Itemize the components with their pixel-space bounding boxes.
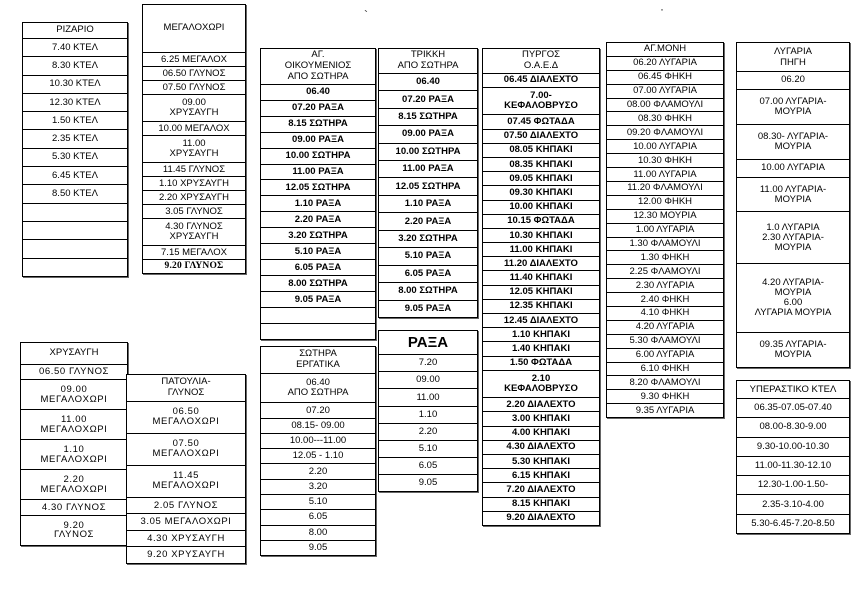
schedule-cell: 07.50 ΓΛΥΝΟΣ xyxy=(143,81,245,95)
schedule-cell: 1.10 xyxy=(379,407,477,424)
schedule-cell: 8.15 ΚΗΠΑΚΙ xyxy=(483,498,599,512)
schedule-cell: 9.20 ΧΡΥΣΑΥΓΗ xyxy=(147,549,225,561)
schedule-cell: 3.05 ΜΕΓΑΛΟΧΩΡΙ xyxy=(127,514,245,531)
schedule-cell: 2.20 ΜΕΓΑΛΟΧΩΡΙ xyxy=(21,470,127,500)
schedule-cell: 2.20 ΡΑΞΑ xyxy=(379,213,477,230)
schedule-cell: 06.50 ΓΛΥΝΟΣ xyxy=(21,365,127,381)
schedule-cell: 9.35 ΛΥΓΑΡΙΑ xyxy=(635,404,695,416)
schedule-cell: 08.30- ΛΥΓΑΡΙΑ- ΜΟΥΡΙΑ xyxy=(737,125,849,160)
schedule-cell: 11.00 ΡΑΞΑ xyxy=(379,161,477,178)
schedule-cell: 09.20 ΦΛΑΜΟΥΛΙ xyxy=(607,126,723,140)
schedule-cell: 12.05 - 1.10 xyxy=(261,449,375,464)
schedule-cell: 5.10 ΡΑΞΑ xyxy=(261,244,375,260)
schedule-cell: 4.30 ΧΡΥΣΑΥΓΗ xyxy=(127,531,245,548)
schedule-cell: 2.30 ΛΥΓΑΡΙΑ xyxy=(607,279,723,293)
schedule-cell: 12.35 ΚΗΠΑΚΙ xyxy=(483,300,599,314)
schedule-cell: 2.25 ΦΛΑΜΟΥΛΙ xyxy=(607,265,723,279)
sotira-ergatika-table xyxy=(260,346,376,556)
raxa-table xyxy=(378,330,478,492)
schedule-cell: 07.50 ΔΙΑΛΕΧΤΟ xyxy=(483,130,599,144)
schedule-cell: 6.45 ΚΤΕΛ xyxy=(23,167,127,185)
table-title: ΜΕΓΑΛΟΧΩΡΙ xyxy=(143,5,245,53)
schedule-cell: 9.05 ΡΑΞΑ xyxy=(404,302,452,314)
schedule-cell: 6.15 ΚΗΠΑΚΙ xyxy=(483,469,599,483)
schedule-cell: 8.30 ΚΤΕΛ xyxy=(23,57,127,75)
schedule-cell: 11.00 ΜΕΓΑΛΟΧΩΡΙ xyxy=(21,410,127,440)
schedule-cell: 06.50 ΓΛΥΝΟΣ xyxy=(143,67,245,81)
table-title: ΤΡΙΚΚΗ ΑΠΟ ΣΩΤΗΡΑ xyxy=(379,49,477,74)
schedule-cell: 6.05 ΡΑΞΑ xyxy=(261,260,375,276)
schedule-cell: 7.00- ΚΕΦΑΛΟΒΡΥΣΟ xyxy=(483,88,599,115)
schedule-cell: 1.40 ΚΗΠΑΚΙ xyxy=(483,342,599,356)
xrysavgi-table xyxy=(20,342,128,546)
schedule-cell: 06.20 xyxy=(737,72,849,90)
schedule-cell: 8.15 ΣΩΤΗΡΑ xyxy=(261,117,375,133)
schedule-cell: 8.50 ΚΤΕΛ xyxy=(23,185,127,203)
schedule-cell: 6.00 ΛΥΓΑΡΙΑ xyxy=(607,349,723,363)
stray-mark: · xyxy=(660,2,664,16)
schedule-cell: 12.00 ΦΗΚΗ xyxy=(607,196,723,210)
schedule-cell: 7.40 ΚΤΕΛ xyxy=(23,39,127,57)
schedule-cell: 2.20 xyxy=(261,464,375,479)
schedule-cell: 11.00 ΡΑΞΑ xyxy=(261,165,375,181)
schedule-cell: 07.45 ΦΩΤΑΔΑ xyxy=(483,115,599,129)
schedule-cell: 2.20 ΔΙΑΛΕΧΤΟ xyxy=(483,398,599,412)
schedule-cell: 1.10 ΡΑΞΑ xyxy=(261,196,375,212)
schedule-cell: 12.05 ΚΗΠΑΚΙ xyxy=(483,286,599,300)
schedule-cell: 11.45 ΓΛΥΝΟΣ xyxy=(143,163,245,177)
schedule-cell: 09.00 ΧΡΥΣΑΥΓΗ xyxy=(143,95,245,122)
schedule-cell: 06.50 ΜΕΓΑΛΟΧΩΡΙ xyxy=(127,402,245,434)
table-title: ΠΑΤΟΥΛΙΑ- ΓΛΥΝΟΣ xyxy=(127,375,245,402)
schedule-cell: 10.00---11.00 xyxy=(261,434,375,449)
schedule-cell: 9.30-10.00-10.30 xyxy=(737,438,849,457)
schedule-cell: 07.00 ΛΥΓΑΡΙΑ- ΜΟΥΡΙΑ xyxy=(737,90,849,125)
empty-cell xyxy=(23,240,127,258)
schedule-cell: 12.30 ΚΤΕΛ xyxy=(23,94,127,112)
schedule-cell: 1.50 ΦΩΤΑΔΑ xyxy=(483,357,599,371)
schedule-cell: 08.35 ΚΗΠΑΚΙ xyxy=(483,158,599,172)
schedule-cell: 8.00 ΣΩΤΗΡΑ xyxy=(379,283,477,300)
schedule-cell: 1.30 ΦΛΑΜΟΥΛΙ xyxy=(607,238,723,252)
schedule-cell: 8.00 xyxy=(261,526,375,541)
schedule-cell: 06.35-07.05-07.40 xyxy=(737,399,849,418)
schedule-cell: 6.25 ΜΕΓΑΛΟΧ xyxy=(143,53,245,67)
schedule-cell: 08.30 ΦΗΚΗ xyxy=(607,112,723,126)
schedule-cell: 9.20 ΓΛΥΝΟΣ xyxy=(164,260,224,271)
schedule-cell: 7.20 ΔΙΑΛΕΧΤΟ xyxy=(483,483,599,497)
schedule-cell: 11.00 ΛΥΓΑΡΙΑ- ΜΟΥΡΙΑ xyxy=(737,178,849,213)
ag-oikoumenios-table xyxy=(260,48,376,340)
schedule-cell: 12.05 ΣΩΤΗΡΑ xyxy=(379,178,477,195)
schedule-cell: 9.30 ΦΗΚΗ xyxy=(607,390,723,404)
schedule-cell: 12.05 ΣΩΤΗΡΑ xyxy=(261,180,375,196)
schedule-cell: 10.30 ΚΤΕΛ xyxy=(23,76,127,94)
ag-moni-table xyxy=(606,42,724,418)
schedule-cell: 07.20 ΡΑΞΑ xyxy=(261,101,375,117)
schedule-cell: 11.00 ΧΡΥΣΑΥΓΗ xyxy=(143,136,245,163)
schedule-cell: 5.30 ΚΤΕΛ xyxy=(23,149,127,167)
table-title: ΡΑΞΑ xyxy=(379,331,477,355)
schedule-cell: 10.00 ΜΕΓΑΛΟΧ xyxy=(143,122,245,136)
schedule-cell: 11.40 ΚΗΠΑΚΙ xyxy=(483,271,599,285)
schedule-cell: 09.00 xyxy=(379,372,477,389)
schedule-cell: 9.05 ΡΑΞΑ xyxy=(261,292,375,308)
schedule-cell: 10.00 ΣΩΤΗΡΑ xyxy=(379,144,477,161)
schedule-cell: 7.15 ΜΕΓΑΛΟΧ xyxy=(143,246,245,260)
table-title: ΑΓ.ΜΟΝΗ xyxy=(607,43,723,57)
schedule-cell: 11.00 xyxy=(379,389,477,406)
schedule-cell: 8.20 ΦΛΑΜΟΥΛΙ xyxy=(607,376,723,390)
schedule-cell: 09.35 ΛΥΓΑΡΙΑ- ΜΟΥΡΙΑ xyxy=(759,339,827,361)
stray-mark: ` xyxy=(364,8,368,22)
schedule-cell: 2.35-3.10-4.00 xyxy=(737,495,849,514)
schedule-cell: 07.50 ΜΕΓΑΛΟΧΩΡΙ xyxy=(127,434,245,466)
schedule-cell: 4.10 ΦΗΚΗ xyxy=(607,307,723,321)
schedule-cell: 12.30-1.00-1.50- xyxy=(737,476,849,495)
schedule-cell: 08.00 ΦΛΑΜΟΥΛΙ xyxy=(607,99,723,113)
schedule-cell: 3.00 ΚΗΠΑΚΙ xyxy=(483,412,599,426)
schedule-cell: 4.30 ΔΙΑΛΕΧΤΟ xyxy=(483,441,599,455)
schedule-cell: 1.10 ΧΡΥΣΑΥΓΗ xyxy=(143,177,245,191)
schedule-cell: 11.00 ΚΗΠΑΚΙ xyxy=(483,243,599,257)
schedule-cell: 2.10 ΚΕΦΑΛΟΒΡΥΣΟ xyxy=(483,371,599,398)
schedule-cell: 11.20 ΔΙΑΛΕΧΤΟ xyxy=(483,257,599,271)
megaloxori-table xyxy=(142,4,246,274)
schedule-cell: 8.15 ΣΩΤΗΡΑ xyxy=(379,109,477,126)
schedule-cell: 4.20 ΛΥΓΑΡΙΑ- ΜΟΥΡΙΑ 6.00 ΛΥΓΑΡΙΑ ΜΟΥΡΙΑ xyxy=(737,264,849,333)
table-title: ΑΓ. ΟΙΚΟΥΜΕΝΙΟΣ ΑΠΟ ΣΩΤΗΡΑ xyxy=(261,49,375,85)
schedule-cell: 10.30 ΦΗΚΗ xyxy=(607,154,723,168)
schedule-cell: 6.05 ΡΑΞΑ xyxy=(379,266,477,283)
schedule-cell: 4.30 ΓΛΥΝΟΣ xyxy=(21,500,127,516)
schedule-cell: 07.00 ΛΥΓΑΡΙΑ xyxy=(607,85,723,99)
schedule-cell: 6.05 xyxy=(261,510,375,525)
schedule-cell: 5.10 ΡΑΞΑ xyxy=(379,248,477,265)
schedule-cell: 09.00 ΡΑΞΑ xyxy=(261,133,375,149)
schedule-cell: 1.00 ΛΥΓΑΡΙΑ xyxy=(607,224,723,238)
schedule-cell: 2.35 ΚΤΕΛ xyxy=(23,130,127,148)
schedule-cell: 1.30 ΦΗΚΗ xyxy=(607,251,723,265)
schedule-cell: 07.20 ΡΑΞΑ xyxy=(379,91,477,108)
schedule-cell: 09.00 ΡΑΞΑ xyxy=(379,126,477,143)
schedule-cell: 06.40 ΑΠΟ ΣΩΤΗΡΑ xyxy=(261,374,375,404)
pyrgos-table xyxy=(482,48,600,526)
schedule-cell: 3.20 ΣΩΤΗΡΑ xyxy=(261,228,375,244)
schedule-cell: 11.45 ΜΕΓΑΛΟΧΩΡΙ xyxy=(127,466,245,498)
schedule-cell: 3.20 xyxy=(261,480,375,495)
yperastiko-ktel-table xyxy=(736,380,850,534)
schedule-cell: 2.20 xyxy=(379,424,477,441)
trikki-table xyxy=(378,48,478,318)
schedule-cell: 12.30 ΜΟΥΡΙΑ xyxy=(607,210,723,224)
table-title: ΡΙΖΑΡΙΟ xyxy=(23,23,127,39)
schedule-cell: 9.05 xyxy=(418,476,438,488)
schedule-cell: 2.40 ΦΗΚΗ xyxy=(607,293,723,307)
schedule-cell: 10.00 ΛΥΓΑΡΙΑ xyxy=(737,160,849,178)
schedule-cell: 09.05 ΚΗΠΑΚΙ xyxy=(483,172,599,186)
schedule-cell: 5.30 ΦΛΑΜΟΥΛΙ xyxy=(607,335,723,349)
schedule-cell: 7.20 xyxy=(379,355,477,372)
patoulia-glynos-table xyxy=(126,374,246,564)
schedule-cell: 09.30 ΚΗΠΑΚΙ xyxy=(483,186,599,200)
empty-cell xyxy=(261,308,375,324)
schedule-cell: 11.00-11.30-12.10 xyxy=(737,457,849,476)
schedule-cell: 10.00 ΣΩΤΗΡΑ xyxy=(261,149,375,165)
table-title: ΠΥΡΓΟΣ Ο.Α.Ε.Δ xyxy=(483,49,599,74)
schedule-cell: 2.20 ΡΑΞΑ xyxy=(261,212,375,228)
lygaria-pigi-table xyxy=(736,42,850,368)
schedule-cell: 9.05 xyxy=(308,541,328,553)
schedule-cell: 06.20 ΛΥΓΑΡΙΑ xyxy=(607,57,723,71)
schedule-cell: 08.00-8.30-9.00 xyxy=(737,418,849,437)
schedule-cell: 08.15- 09.00 xyxy=(261,419,375,434)
schedule-cell: 1.10 ΡΑΞΑ xyxy=(379,196,477,213)
table-title: ΧΡΥΣΑΥΓΗ xyxy=(21,343,127,365)
schedule-cell: 1.50 ΚΤΕΛ xyxy=(23,112,127,130)
table-title: ΥΠΕΡΑΣΤΙΚΟ ΚΤΕΛ xyxy=(737,381,849,399)
schedule-cell: 5.30 ΚΗΠΑΚΙ xyxy=(483,455,599,469)
empty-cell xyxy=(23,204,127,222)
schedule-cell: 08.05 ΚΗΠΑΚΙ xyxy=(483,144,599,158)
table-title: ΣΩΤΗΡΑ ΕΡΓΑΤΙΚΑ xyxy=(261,347,375,374)
schedule-cell: 09.00 ΜΕΓΑΛΟΧΩΡΙ xyxy=(21,380,127,410)
schedule-cell: 8.00 ΣΩΤΗΡΑ xyxy=(261,276,375,292)
schedule-cell: 6.05 xyxy=(379,458,477,475)
table-title: ΛΥΓΑΡΙΑ ΠΗΓΗ xyxy=(737,43,849,72)
schedule-cell: 4.20 ΛΥΓΑΡΙΑ xyxy=(607,321,723,335)
schedule-cell: 06.40 xyxy=(379,74,477,91)
schedule-cell: 10.15 ΦΩΤΑΔΑ xyxy=(483,215,599,229)
schedule-cell: 1.10 ΚΗΠΑΚΙ xyxy=(483,328,599,342)
schedule-cell: 10.30 ΚΗΠΑΚΙ xyxy=(483,229,599,243)
schedule-cell: 3.20 ΣΩΤΗΡΑ xyxy=(379,231,477,248)
rizario-table xyxy=(22,22,128,277)
schedule-cell: 9.20 ΓΛΥΝΟΣ xyxy=(53,519,95,541)
schedule-cell: 11.00 ΛΥΓΑΡΙΑ xyxy=(607,168,723,182)
schedule-cell: 3.05 ΓΛΥΝΟΣ xyxy=(143,205,245,219)
schedule-cell: 10.00 ΛΥΓΑΡΙΑ xyxy=(607,140,723,154)
schedule-cell: 4.00 ΚΗΠΑΚΙ xyxy=(483,427,599,441)
empty-cell xyxy=(23,222,127,240)
schedule-cell: 2.05 ΓΛΥΝΟΣ xyxy=(127,498,245,515)
schedule-cell: 6.10 ΦΗΚΗ xyxy=(607,363,723,377)
schedule-cell: 12.45 ΔΙΑΛΕΧΤΟ xyxy=(483,314,599,328)
schedule-cell: 5.10 xyxy=(261,495,375,510)
schedule-cell: 1.0 ΛΥΓΑΡΙΑ 2.30 ΛΥΓΑΡΙΑ- ΜΟΥΡΙΑ xyxy=(737,212,849,264)
schedule-cell: 10.00 ΚΗΠΑΚΙ xyxy=(483,201,599,215)
schedule-cell: 5.10 xyxy=(379,441,477,458)
empty-cell xyxy=(261,324,375,339)
schedule-cell: 06.45 ΔΙΑΛΕΧΤΟ xyxy=(483,74,599,88)
schedule-cell: 9.20 ΔΙΑΛΕΧΤΟ xyxy=(506,512,576,524)
schedule-cell: 11.20 ΦΛΑΜΟΥΛΙ xyxy=(607,182,723,196)
schedule-cell: 5.30-6.45-7.20-8.50 xyxy=(751,517,835,529)
schedule-cell: 07.20 xyxy=(261,403,375,418)
schedule-cell: 1.10 ΜΕΓΑΛΟΧΩΡΙ xyxy=(21,440,127,470)
schedule-cell: 2.20 ΧΡΥΣΑΥΓΗ xyxy=(143,191,245,205)
schedule-cell: 06.40 xyxy=(261,85,375,101)
schedule-cell: 06.45 ΦΗΚΗ xyxy=(607,71,723,85)
empty-cell xyxy=(23,259,127,276)
schedule-cell: 4.30 ΓΛΥΝΟΣ ΧΡΥΣΑΥΓΗ xyxy=(143,219,245,246)
